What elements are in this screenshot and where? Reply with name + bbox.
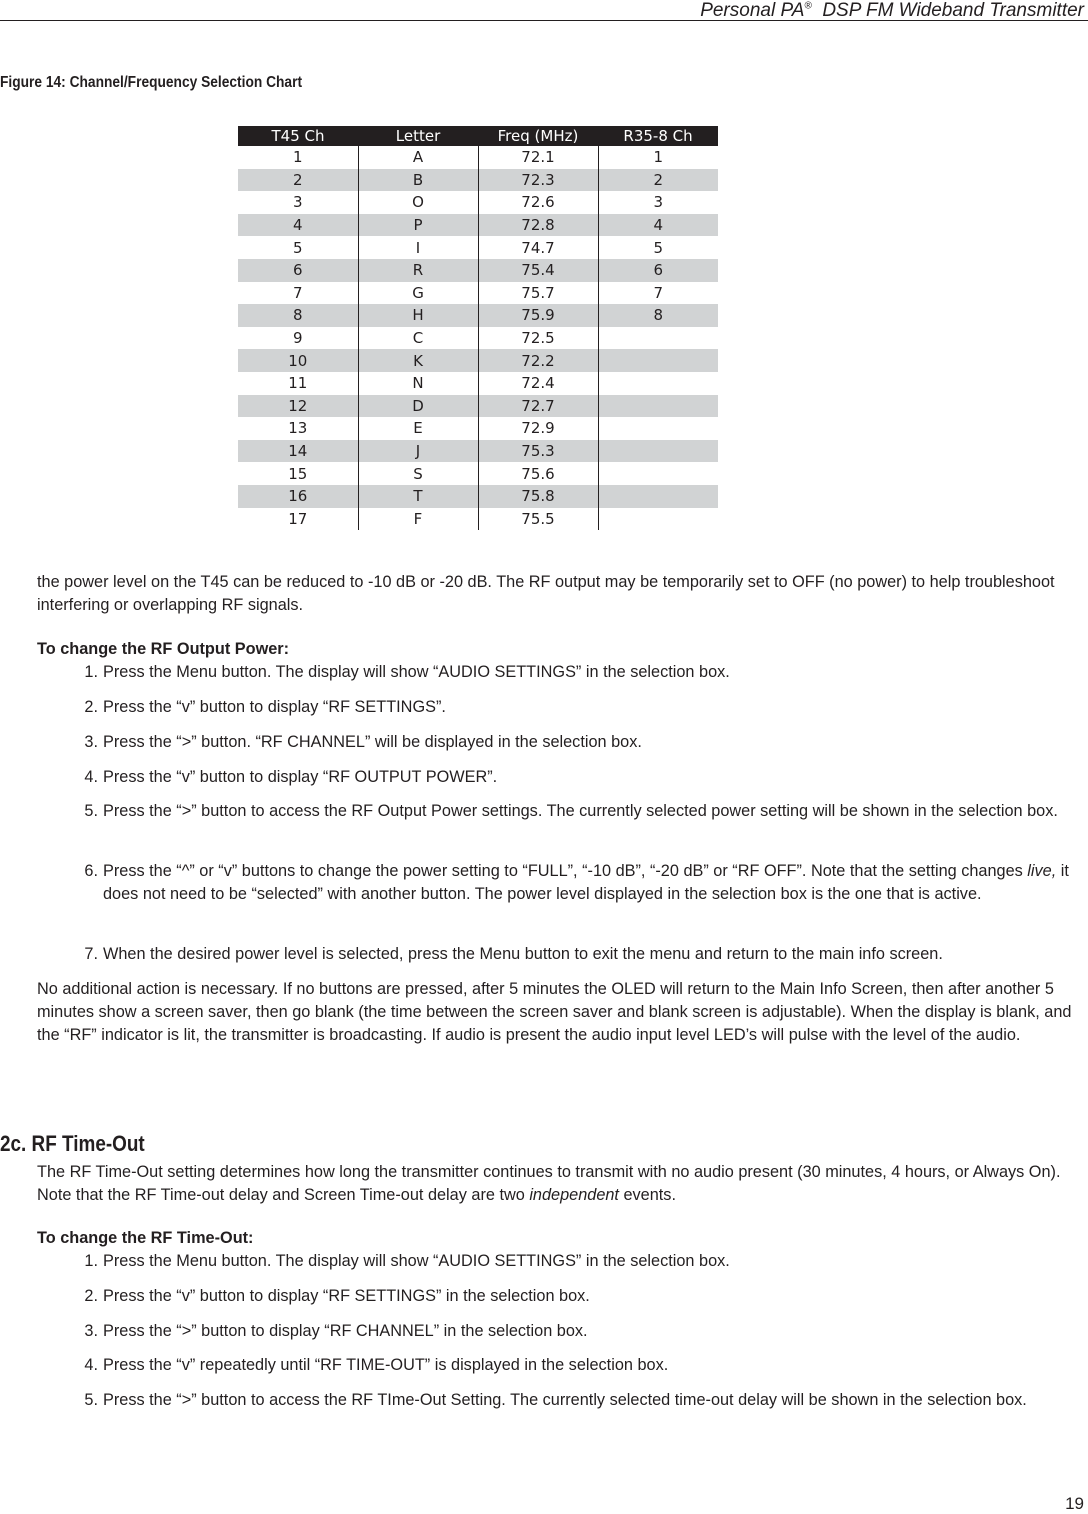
table-row: [238, 282, 718, 305]
table-row: [238, 214, 718, 237]
table-cell: [598, 417, 718, 440]
table-row: [238, 327, 718, 350]
table-cell: K: [358, 349, 478, 372]
table-cell: 75.6: [478, 462, 598, 485]
table-cell: 72.8: [478, 214, 598, 237]
table-cell: 72.6: [478, 191, 598, 214]
table-cell: 5: [598, 236, 718, 259]
table-cell: 13: [288, 419, 308, 438]
figure-caption: Figure 14: Channel/Frequency Selection Chart: [0, 74, 303, 91]
rf-timeout-heading: To change the RF Time-Out:: [37, 1229, 254, 1247]
table-row: [238, 462, 718, 485]
table-cell: 11: [288, 374, 308, 393]
header-title-suffix: DSP FM Wideband Transmitter: [811, 0, 1084, 21]
table-row: [238, 259, 718, 282]
table-cell: H: [358, 304, 478, 327]
table-cell: [598, 440, 718, 463]
table-cell: 72.9: [478, 417, 598, 440]
table-row: [238, 395, 718, 418]
table-cell: 4: [598, 214, 718, 237]
table-cell: A: [358, 146, 478, 169]
table-cell: 72.2: [478, 349, 598, 372]
column-header: Letter: [358, 126, 478, 146]
table-body: [238, 146, 718, 530]
table-cell: 75.3: [478, 440, 598, 463]
section-heading: 2c. RF Time-Out: [0, 1131, 145, 1156]
table-cell: 3: [598, 191, 718, 214]
table-cell: 4: [238, 214, 358, 237]
table-cell: S: [358, 462, 478, 485]
table-row: [238, 372, 718, 395]
timeout-intro: The RF Time-Out setting determines how long the transmitter continues to transmit with no audio present (30 minutes, 4 hours, or Always On). Note that the RF Time-out delay and Screen Time-out delay are two independent events.: [37, 1163, 1061, 1204]
table-cell: [598, 372, 718, 395]
table-cell: 15: [288, 464, 308, 483]
table-cell: N: [358, 372, 478, 395]
table-cell: 1: [598, 146, 718, 169]
registered-mark: ®: [804, 0, 812, 12]
page-number: 19: [1065, 1494, 1084, 1513]
table-row: [238, 440, 718, 463]
table-cell: P: [358, 214, 478, 237]
header-divider: [0, 20, 1088, 21]
table-cell: 2: [238, 169, 358, 192]
table-cell: 72.1: [478, 146, 598, 169]
table-row: [238, 485, 718, 508]
intro-paragraph: the power level on the T45 can be reduced to -10 dB or -20 dB. The RF output may be temporarily set to OFF (no power) to help troubleshoot interfering or overlapping RF signals.: [37, 573, 1055, 614]
running-header: [700, 0, 1084, 22]
table-cell: [598, 395, 718, 418]
table-cell: E: [358, 417, 478, 440]
table-cell: 3: [292, 193, 303, 212]
table-cell: 7: [598, 282, 718, 305]
table-cell: 6: [598, 259, 718, 282]
column-header: T45 Ch: [238, 126, 358, 146]
table-cell: 8: [238, 304, 358, 327]
channel-frequency-table: [238, 126, 718, 530]
table-cell: 75.4: [478, 259, 598, 282]
table-cell: 72.3: [478, 169, 598, 192]
table-cell: 14: [238, 440, 358, 463]
table-cell: 72.5: [478, 327, 598, 350]
table-cell: [598, 508, 718, 531]
table-cell: 75.9: [478, 304, 598, 327]
closing-paragraph: No additional action is necessary. If no buttons are pressed, after 5 minutes the OLED will return to the Main Info Screen, then after another 5 minutes show a screen saver, then go blank (the time between the screen saver and blank screen is adjustable). When the display is blank, and the “RF” indicator is lit, the transmitter is broadcasting. If audio is present the audio input level LED’s will pulse with the level of the audio.: [37, 980, 1072, 1044]
table-cell: 72.4: [478, 372, 598, 395]
table-cell: 17: [288, 509, 308, 528]
column-header: Freq (MHz): [478, 126, 598, 146]
table-cell: 74.7: [478, 236, 598, 259]
table-row: [238, 169, 718, 192]
header-title-prefix: Personal PA: [700, 0, 805, 21]
table-cell: J: [358, 440, 478, 463]
table-cell: 12: [238, 395, 358, 418]
table-cell: 5: [292, 238, 303, 257]
table-cell: [598, 349, 718, 372]
table-cell: [598, 462, 718, 485]
table-cell: C: [358, 327, 478, 350]
table-cell: 10: [238, 349, 358, 372]
table-header-row: [238, 126, 718, 146]
table-cell: D: [358, 395, 478, 418]
table-cell: G: [358, 282, 478, 305]
table-cell: 75.5: [478, 508, 598, 531]
table-row: [238, 146, 718, 169]
table-cell: B: [358, 169, 478, 192]
rf-power-heading: To change the RF Output Power:: [37, 640, 290, 658]
table-cell: I: [358, 236, 478, 259]
table-row: [238, 304, 718, 327]
table-row: [238, 349, 718, 372]
table-cell: 6: [238, 259, 358, 282]
table-cell: 16: [238, 485, 358, 508]
table-cell: R: [358, 259, 478, 282]
column-header: R35-8 Ch: [598, 126, 718, 146]
table-cell: 1: [292, 148, 303, 167]
table-row: [238, 508, 718, 531]
table-cell: O: [358, 191, 478, 214]
table-row: [238, 417, 718, 440]
table-cell: 8: [598, 304, 718, 327]
table-cell: T: [358, 485, 478, 508]
table-cell: 2: [598, 169, 718, 192]
table-cell: 75.7: [478, 282, 598, 305]
table-cell: F: [358, 508, 478, 531]
table-row: [238, 236, 718, 259]
table-cell: [598, 327, 718, 350]
table-row: [238, 191, 718, 214]
table-cell: 75.8: [478, 485, 598, 508]
table-cell: [598, 485, 718, 508]
table-cell: 72.7: [478, 395, 598, 418]
table-cell: 9: [292, 329, 303, 348]
table-cell: 7: [292, 283, 303, 302]
